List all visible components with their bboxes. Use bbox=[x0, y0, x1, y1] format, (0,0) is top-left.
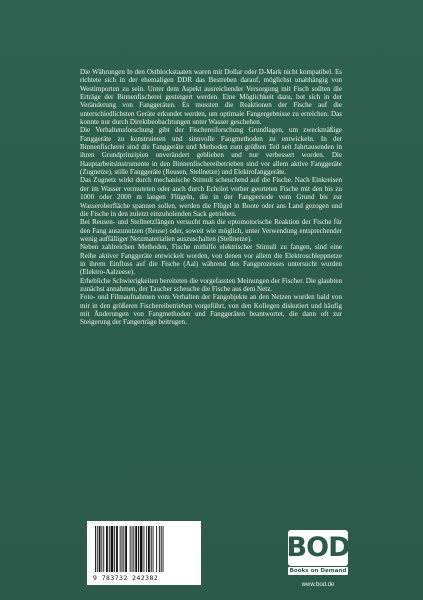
barcode-bar bbox=[146, 526, 147, 572]
publisher-logo bbox=[288, 530, 348, 580]
publisher-url: www.bod.de bbox=[301, 582, 335, 588]
bod-logo-text: BOD bbox=[286, 532, 350, 563]
blurb-paragraph: Die Währungen In den Ostblockstaaten waren mit Dollar oder D-Mark nicht kompatibel. Es richtete sich in der ehemaligen DDR das Bestreben darauf, möglichst unabhängig von Westimporten zu sein. Unter dem Aspekt ausreichender Versorgung mit Fisch sollten die Erträge der Binnenfischerei gesteigert werden. Eine Möglichkeit dazu, bot sich in der Veränderung von Fanggeräten. Es mussten die Reaktionen der Fische auf die unterschiedlichsten Geräte erkundet werden, um optimale Fangergebnisse zu erreichen. Das konnte nur durch Direktbeobachtungen unter Wasser geschehen. bbox=[80, 68, 342, 127]
blurb-paragraph: Foto- und Filmaufnahmen vom Verhalten der Fangobjekte an den Netzen wurden bald von mir in den größeren Fischereibetrieben vorgeführt, von den Kollegen diskutiert und häufig mit Änderungen von Fangmethoden und Fanggeräten beantwortet, die dann oft zur Steigerung der Fangerträge beitrugen. bbox=[80, 293, 342, 327]
bod-logo-mark bbox=[288, 530, 348, 566]
blurb-paragraph: Das Zugnetz wirkt durch mechanische Stimuli scheuchend auf die Fische. Nach Einkreisen der im Wasser vermuteten oder auch durch Echolot vorher georteten Fische mit den bis zu 1000 oder 2000 m langen Flügeln, die in der Fangperiode vom Grund bis zur Wasseroberfläche spannen sollen, werden die Flügel in Boote oder ans Land gezogen und die Fische in den zuletzt einzuholenden Sack getrieben. bbox=[80, 176, 342, 218]
barcode-bar bbox=[140, 526, 143, 572]
barcode-digits: 9 783732 242382 bbox=[93, 574, 159, 582]
isbn-barcode bbox=[87, 521, 201, 585]
barcode-bar bbox=[114, 526, 115, 572]
barcode-bar bbox=[120, 526, 121, 572]
barcode-bar bbox=[109, 526, 110, 572]
barcode-bar bbox=[132, 526, 133, 572]
barcode-bar bbox=[123, 526, 124, 572]
bod-tagline: Books on Demand bbox=[289, 568, 347, 574]
barcode-bar bbox=[161, 526, 162, 572]
barcode-bar bbox=[111, 526, 114, 572]
barcode-bar bbox=[163, 526, 164, 572]
barcode-bar bbox=[101, 526, 102, 572]
barcode-bar bbox=[116, 526, 118, 572]
barcode-bar bbox=[156, 526, 157, 572]
blurb-paragraph: Die Verhaltensforschung gibt der Fischereiforschung Grundlagen, um zweckmäßige Fanggeräte zu konstruieren und sinnvolle Fangmethoden zu entwickeln. In der Binnenfischerei sind die Fanggeräte und Methoden zum größten Teil seit Jahrtausenden in ihren Grundprinzipien unverändert geblieben und nur verbessert worden. Die Hauptarbeitsinstrumente in den Binnenfischereibetrieben sind vor allem aktive Fanggeräte (Zugnetze), stille Fanggeräte (Reusen, Stellnetze) und Elektrofanggeräte. bbox=[80, 126, 342, 177]
blurb-paragraph: Erhebliche Schwierigkeiten bereiteten die vorgefassten Meinungen der Fischer. Die glaubten zunächst annahmen, der Taucher scheuche die Fische aus dem Netz. bbox=[80, 276, 342, 293]
barcode-bars bbox=[93, 526, 195, 572]
barcode-bar bbox=[133, 526, 134, 572]
blurb-paragraph: Bei Reusen- und Stellnetzfängen versucht man die optomotorische Reaktion der Fische für den Fang auszunutzen (Reuse) oder, soweit wie möglich, unter Verwendung entsprechender wenig auffälliger Netzmaterialien auszuschalten (Stellnetze). bbox=[80, 218, 342, 243]
barcode-bar bbox=[151, 526, 152, 572]
barcode-bar bbox=[130, 526, 131, 572]
barcode-bar bbox=[138, 526, 139, 572]
barcode-bar bbox=[148, 526, 150, 572]
blurb-paragraph: Neben zahlreichen Methoden, Fische mithilfe elektrischer Stimuli zu fangen, sind eine Reihe aktiver Fanggeräte entwickelt worden, von denen vor allem die Elektroschleppnetze in ihrem Einfluss auf die Fische (Aal) während des Fangprozesses untersucht wurden (Elektro-Aalzeese). bbox=[80, 243, 342, 277]
barcode-bar bbox=[125, 526, 127, 572]
barcode-bar bbox=[106, 526, 108, 572]
barcode-bar bbox=[122, 526, 123, 572]
barcode-bar bbox=[135, 526, 137, 572]
barcode-bar bbox=[153, 526, 154, 572]
barcode-bar bbox=[99, 526, 101, 572]
barcode-bar bbox=[97, 526, 98, 572]
barcode-bar bbox=[144, 526, 145, 572]
barcode-bar bbox=[95, 526, 96, 572]
blurb-text bbox=[80, 68, 342, 327]
barcode-bar bbox=[103, 526, 104, 572]
barcode-bar bbox=[159, 526, 160, 572]
